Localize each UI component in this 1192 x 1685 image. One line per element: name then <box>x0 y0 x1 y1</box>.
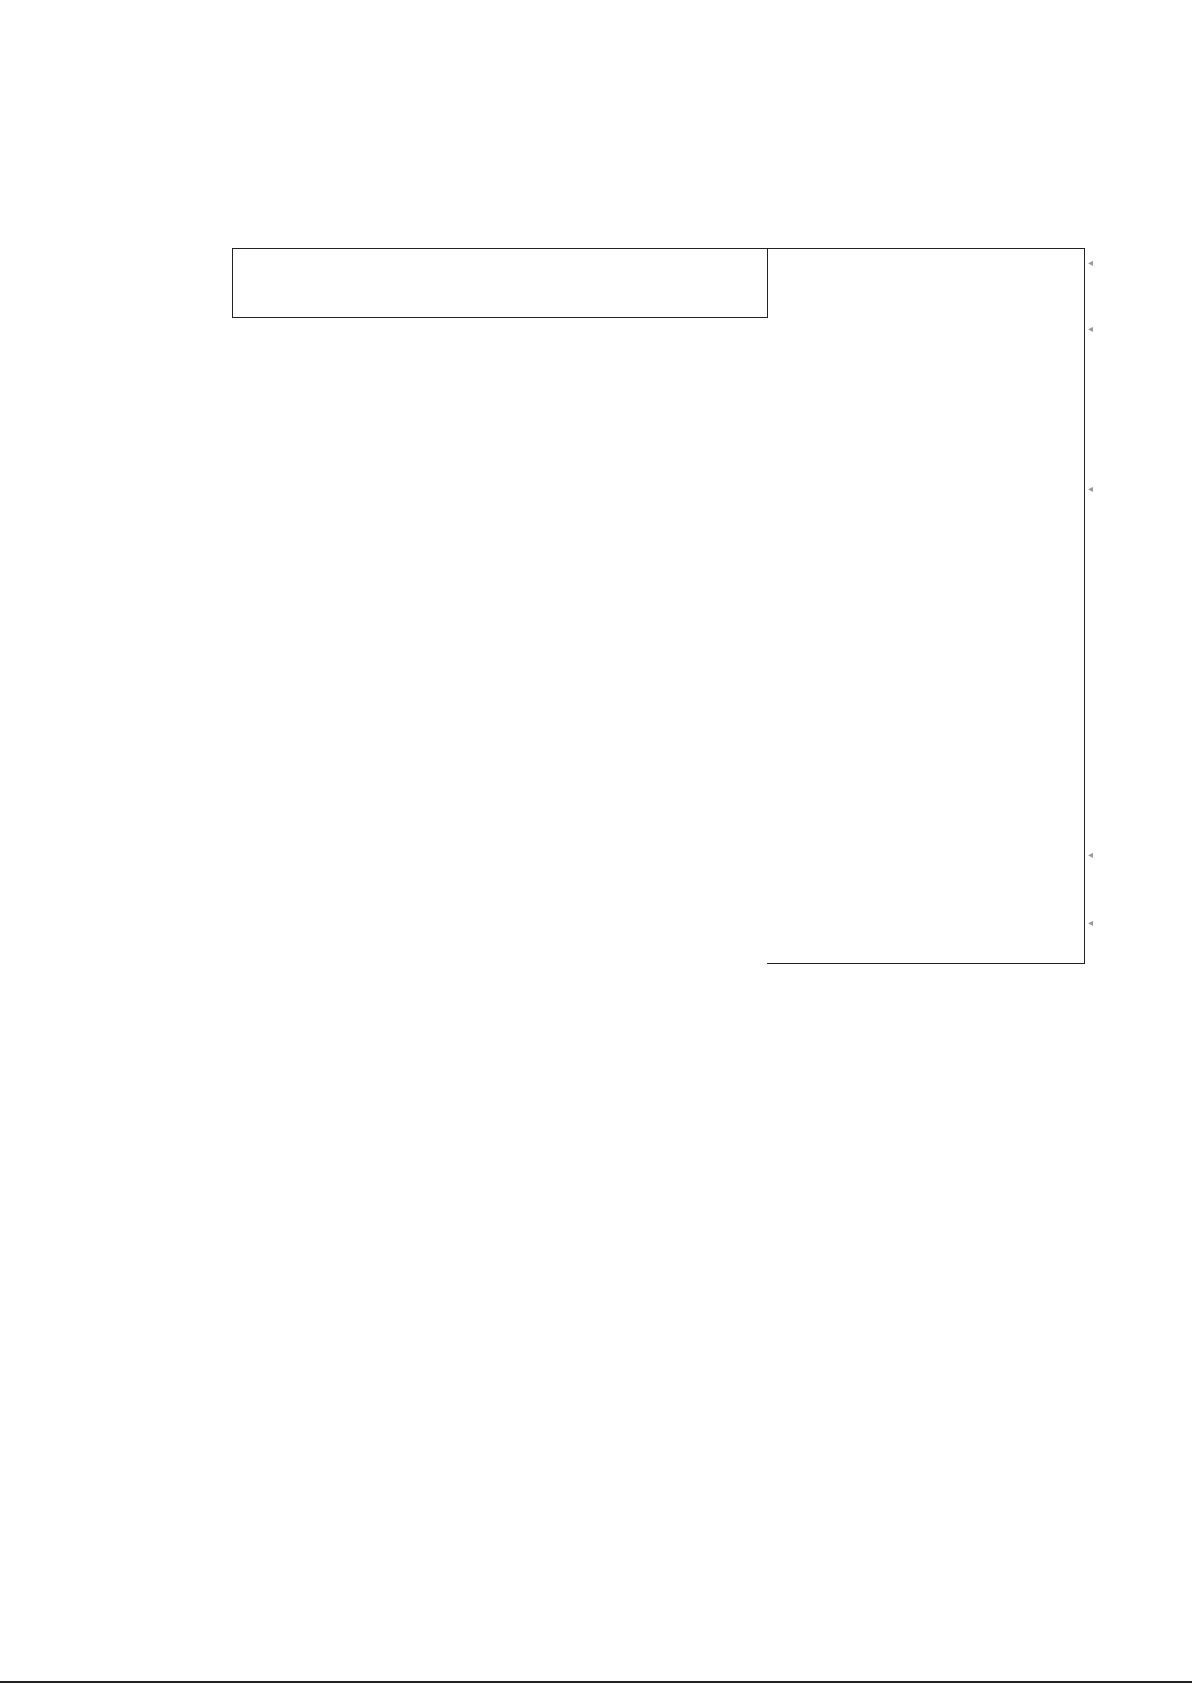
electrical-spec-table-container <box>232 248 767 964</box>
pin-diagram <box>767 249 1085 965</box>
electrical-spec-table <box>232 248 768 352</box>
register-bit-diagram <box>0 1080 1192 1300</box>
pin-configuration-panel <box>767 248 1085 964</box>
table-header-row <box>233 318 768 352</box>
page-bottom-rule <box>0 1681 1192 1683</box>
test-condition-header <box>233 249 768 318</box>
